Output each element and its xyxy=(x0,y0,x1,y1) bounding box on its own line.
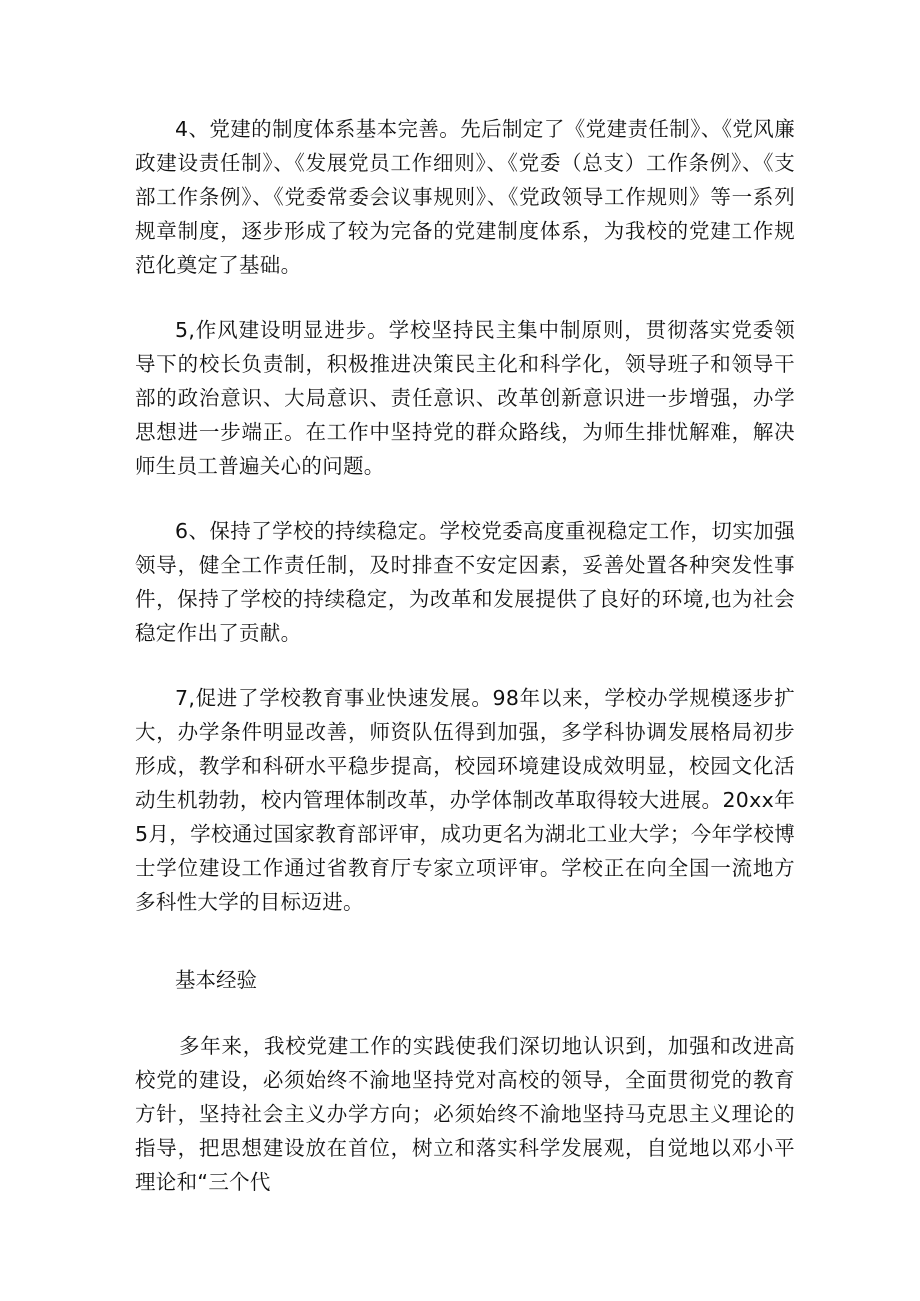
paragraph-work-style: 5,作风建设明显进步。学校坚持民主集中制原则，贯彻落实党委领导下的校长负责制，积极推进决策民主化和科学化，领导班子和领导干部的政治意识、大局意识、责任意识、改革创新意识进一步增强，办学思想进一步端正。在工作中坚持党的群众路线，为师生排忧解难，解决师生员工普遍关心的问题。 xyxy=(135,318,795,478)
paragraph-development: 7,促进了学校教育事业快速发展。98年以来，学校办学规模逐步扩大，办学条件明显改善，师资队伍得到加强，多学科协调发展格局初步形成，教学和科研水平稳步提高，校园环境建设成效明显，校园文化活动生机勃勃，校内管理体制改革，办学体制改革取得较大进展。20xx年5月，学校通过国家教育部评审，成功更名为湖北工业大学；今年学校博士学位建设工作通过省教育厅专家立项评审。学校正在向全国一流地方多科性大学的目标迈进。 xyxy=(135,686,795,914)
section-heading: 基本经验 xyxy=(175,968,257,992)
paragraph-party-system: 4、党建的制度体系基本完善。先后制定了《党建责任制》、《党风廉政建设责任制》、《发展党员工作细则》、《党委（总支）工作条例》、《支部工作条例》、《党委常委会议事规则》、《党政领导工作规则》等一系列规章制度，逐步形成了较为完备的党建制度体系，为我校的党建工作规范化奠定了基础。 xyxy=(135,117,795,277)
paragraph-stability: 6、保持了学校的持续稳定。学校党委高度重视稳定工作，切实加强领导，健全工作责任制，及时排查不安定因素，妥善处置各种突发性事件，保持了学校的持续稳定，为改革和发展提供了良好的环境,也为社会稳定作出了贡献。 xyxy=(135,519,795,645)
paragraph-experience: 多年来，我校党建工作的实践使我们深切地认识到，加强和改进高校党的建设，必须始终不渝地坚持党对高校的领导，全面贯彻党的教育方针，坚持社会主义办学方向；必须始终不渝地坚持马克思主义理论的指导，把思想建设放在首位，树立和落实科学发展观，自觉地以邓小平理论和“三个代 xyxy=(135,1034,795,1194)
